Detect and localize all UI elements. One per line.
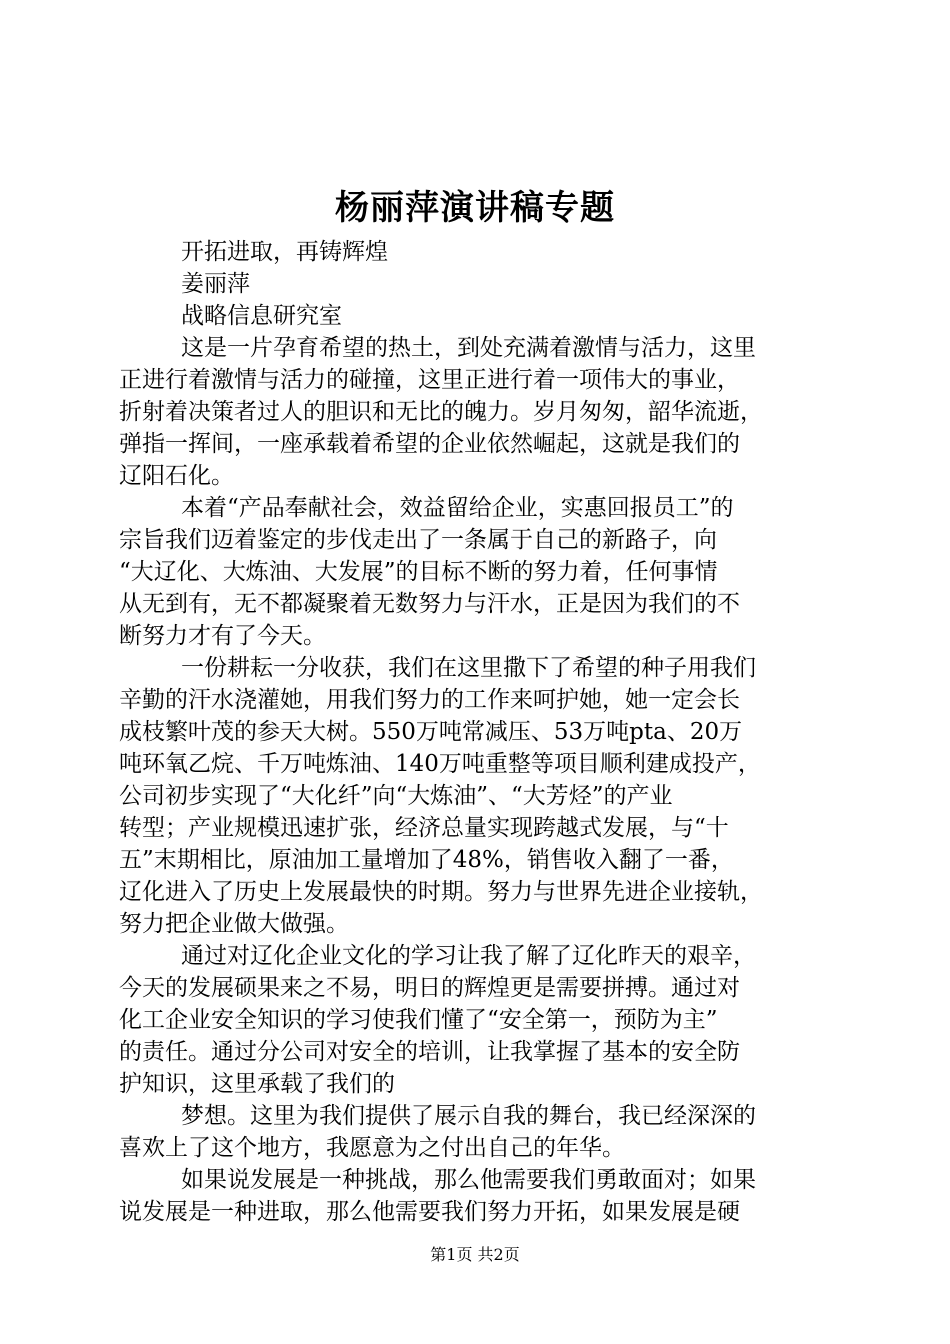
text-line: 成枝繁叶茂的参天大树。550万吨常减压、53万吨pta、20万 <box>119 719 743 745</box>
text-line: 五”末期相比，原油加工量增加了48%，销售收入翻了一番， <box>119 847 734 873</box>
text-line: 折射着决策者过人的胆识和无比的魄力。岁月匆匆，韶华流逝， <box>119 399 763 425</box>
text-line: 通过对辽化企业文化的学习让我了解了辽化昨天的艰辛， <box>181 943 756 969</box>
text-line: 本着“产品奉献社会，效益留给企业，实惠回报员工”的 <box>181 495 734 521</box>
text-line: 公司初步实现了“大化纤”向“大炼油”、“大芳烃”的产业 <box>119 783 673 809</box>
text-line: 一份耕耘一分收获，我们在这里撒下了希望的种子用我们 <box>181 655 756 681</box>
text-line: 吨环氧乙烷、千万吨炼油、140万吨重整等项目顺利建成投产， <box>119 751 761 777</box>
text-line: 辽化进入了历史上发展最快的时期。努力与世界先进企业接轨， <box>119 879 763 905</box>
page-footer: 第1页 共2页 <box>430 1245 520 1264</box>
text-line: 宗旨我们迈着鉴定的步伐走出了一条属于自己的新路子，向 <box>119 527 717 553</box>
paragraph-1 <box>119 332 831 492</box>
text-line: 今天的发展硕果来之不易，明日的辉煌更是需要拼搏。通过对 <box>119 975 740 1001</box>
text-line: 正进行着激情与活力的碰撞，这里正进行着一项伟大的事业， <box>119 367 740 393</box>
department-line: 战略信息研究室 <box>181 303 342 329</box>
text-line: 从无到有，无不都凝聚着无数努力与汗水，正是因为我们的不 <box>119 591 740 617</box>
text-line: “大辽化、大炼油、大发展”的目标不断的努力着，任何事情 <box>119 559 718 585</box>
paragraph-5 <box>119 1100 831 1164</box>
text-line: 辛勤的汗水浇灌她，用我们努力的工作来呵护她，她一定会长 <box>119 687 740 713</box>
text-line: 转型；产业规模迅速扩张，经济总量实现跨越式发展，与“十 <box>119 815 729 841</box>
subtitle-line: 开拓进取，再铸辉煌 <box>181 239 388 265</box>
document-body <box>119 236 831 1228</box>
paragraph-4 <box>119 940 831 1100</box>
text-line: 努力把企业做大做强。 <box>119 911 349 937</box>
text-line: 梦想。这里为我们提供了展示自我的舞台，我已经深深的 <box>181 1103 756 1129</box>
paragraph-3 <box>119 652 831 940</box>
text-line: 断努力才有了今天。 <box>119 623 326 649</box>
text-line: 辽阳石化。 <box>119 463 234 489</box>
document-title: 杨丽萍演讲稿专题 <box>335 188 615 228</box>
text-line: 化工企业安全知识的学习使我们懂了“安全第一，预防为主” <box>119 1007 718 1033</box>
text-line: 护知识，这里承载了我们的 <box>119 1071 395 1097</box>
text-line: 的责任。通过分公司对安全的培训，让我掌握了基本的安全防 <box>119 1039 740 1065</box>
text-line: 弹指一挥间，一座承载着希望的企业依然崛起，这就是我们的 <box>119 431 740 457</box>
paragraph-6 <box>119 1164 831 1228</box>
text-line: 如果说发展是一种挑战，那么他需要我们勇敢面对；如果 <box>181 1167 756 1193</box>
text-line: 这是一片孕育希望的热土，到处充满着激情与活力，这里 <box>181 335 756 361</box>
author-line: 姜丽萍 <box>181 271 250 297</box>
text-line: 说发展是一种进取，那么他需要我们努力开拓，如果发展是硬 <box>119 1199 740 1225</box>
text-line: 喜欢上了这个地方，我愿意为之付出自己的年华。 <box>119 1135 625 1161</box>
paragraph-2 <box>119 492 831 652</box>
